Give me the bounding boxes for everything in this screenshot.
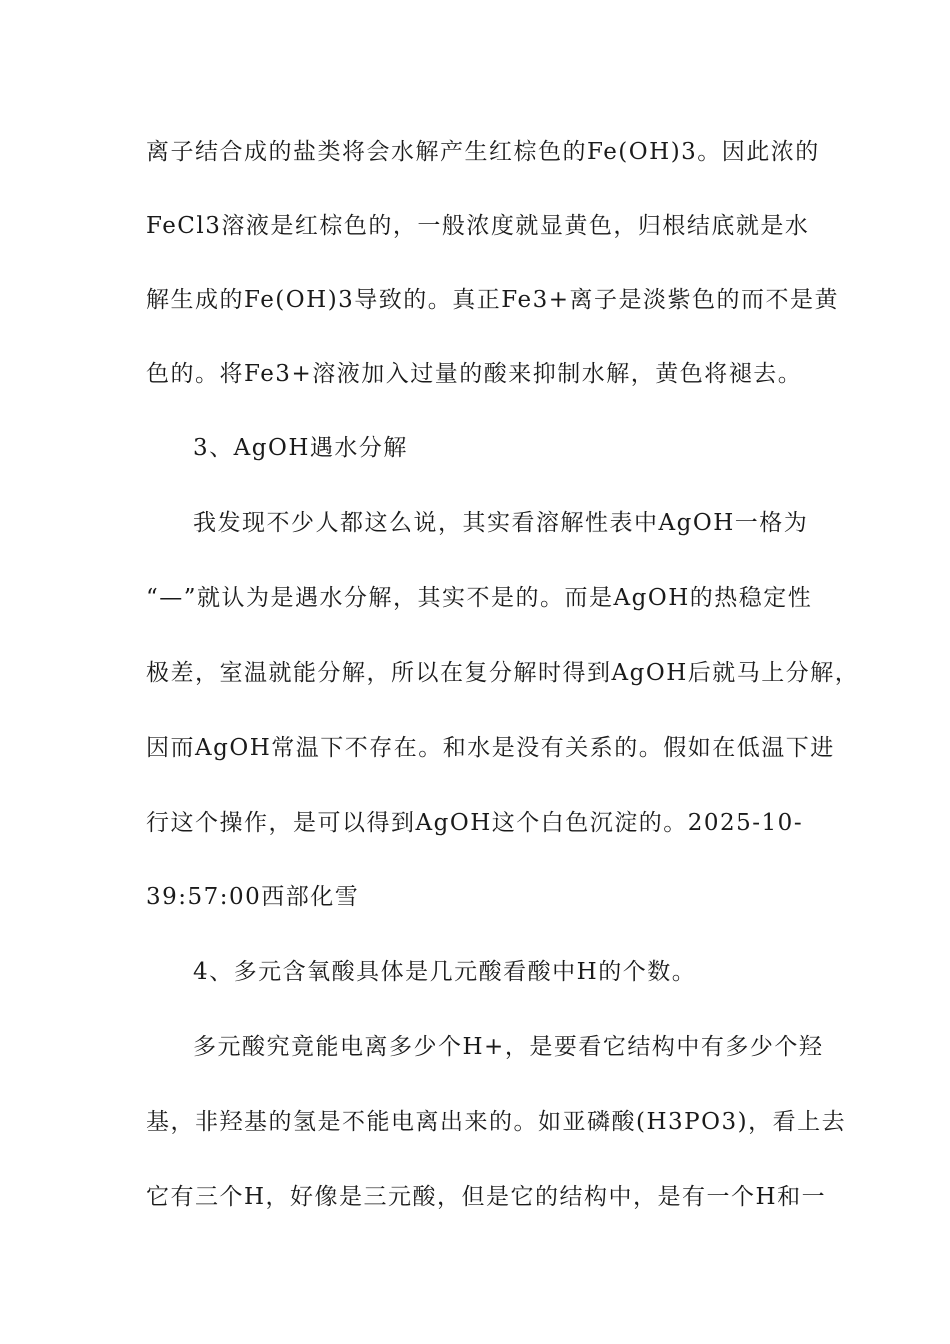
- paragraph-line: 我发现不少人都这么说，其实看溶解性表中AgOH一格为: [193, 510, 809, 536]
- paragraph-line: 离子结合成的盐类将会水解产生红棕色的Fe(OH)3。因此浓的: [146, 139, 820, 165]
- paragraph-line: 因而AgOH常温下不存在。和水是没有关系的。假如在低温下进: [146, 735, 835, 761]
- paragraph-line: 它有三个H，好像是三元酸，但是它的结构中，是有一个H和一: [146, 1184, 827, 1210]
- paragraph-line: 多元酸究竟能电离多少个H+，是要看它结构中有多少个羟: [193, 1034, 824, 1060]
- paragraph-line: “—”就认为是遇水分解，其实不是的。而是AgOH的热稳定性: [146, 585, 813, 611]
- paragraph-line: 行这个操作，是可以得到AgOH这个白色沉淀的。2025-10-: [146, 810, 804, 836]
- section-heading: 3、AgOH遇水分解: [193, 435, 408, 461]
- paragraph-line: FeCl3溶液是红棕色的，一般浓度就显黄色，归根结底就是水: [146, 213, 810, 239]
- paragraph-line: 基，非羟基的氢是不能电离出来的。如亚磷酸(H3PO3)，看上去: [146, 1109, 847, 1135]
- paragraph-line: 色的。将Fe3+溶液加入过量的酸来抑制水解，黄色将褪去。: [146, 361, 803, 387]
- paragraph-line: 极差，室温就能分解，所以在复分解时得到AgOH后就马上分解，: [146, 660, 860, 686]
- paragraph-line: 解生成的Fe(OH)3导致的。真正Fe3+离子是淡紫色的而不是黄: [146, 287, 840, 313]
- section-heading: 4、多元含氧酸具体是几元酸看酸中H的个数。: [193, 959, 697, 985]
- paragraph-line: 39:57:00西部化雪: [146, 884, 360, 910]
